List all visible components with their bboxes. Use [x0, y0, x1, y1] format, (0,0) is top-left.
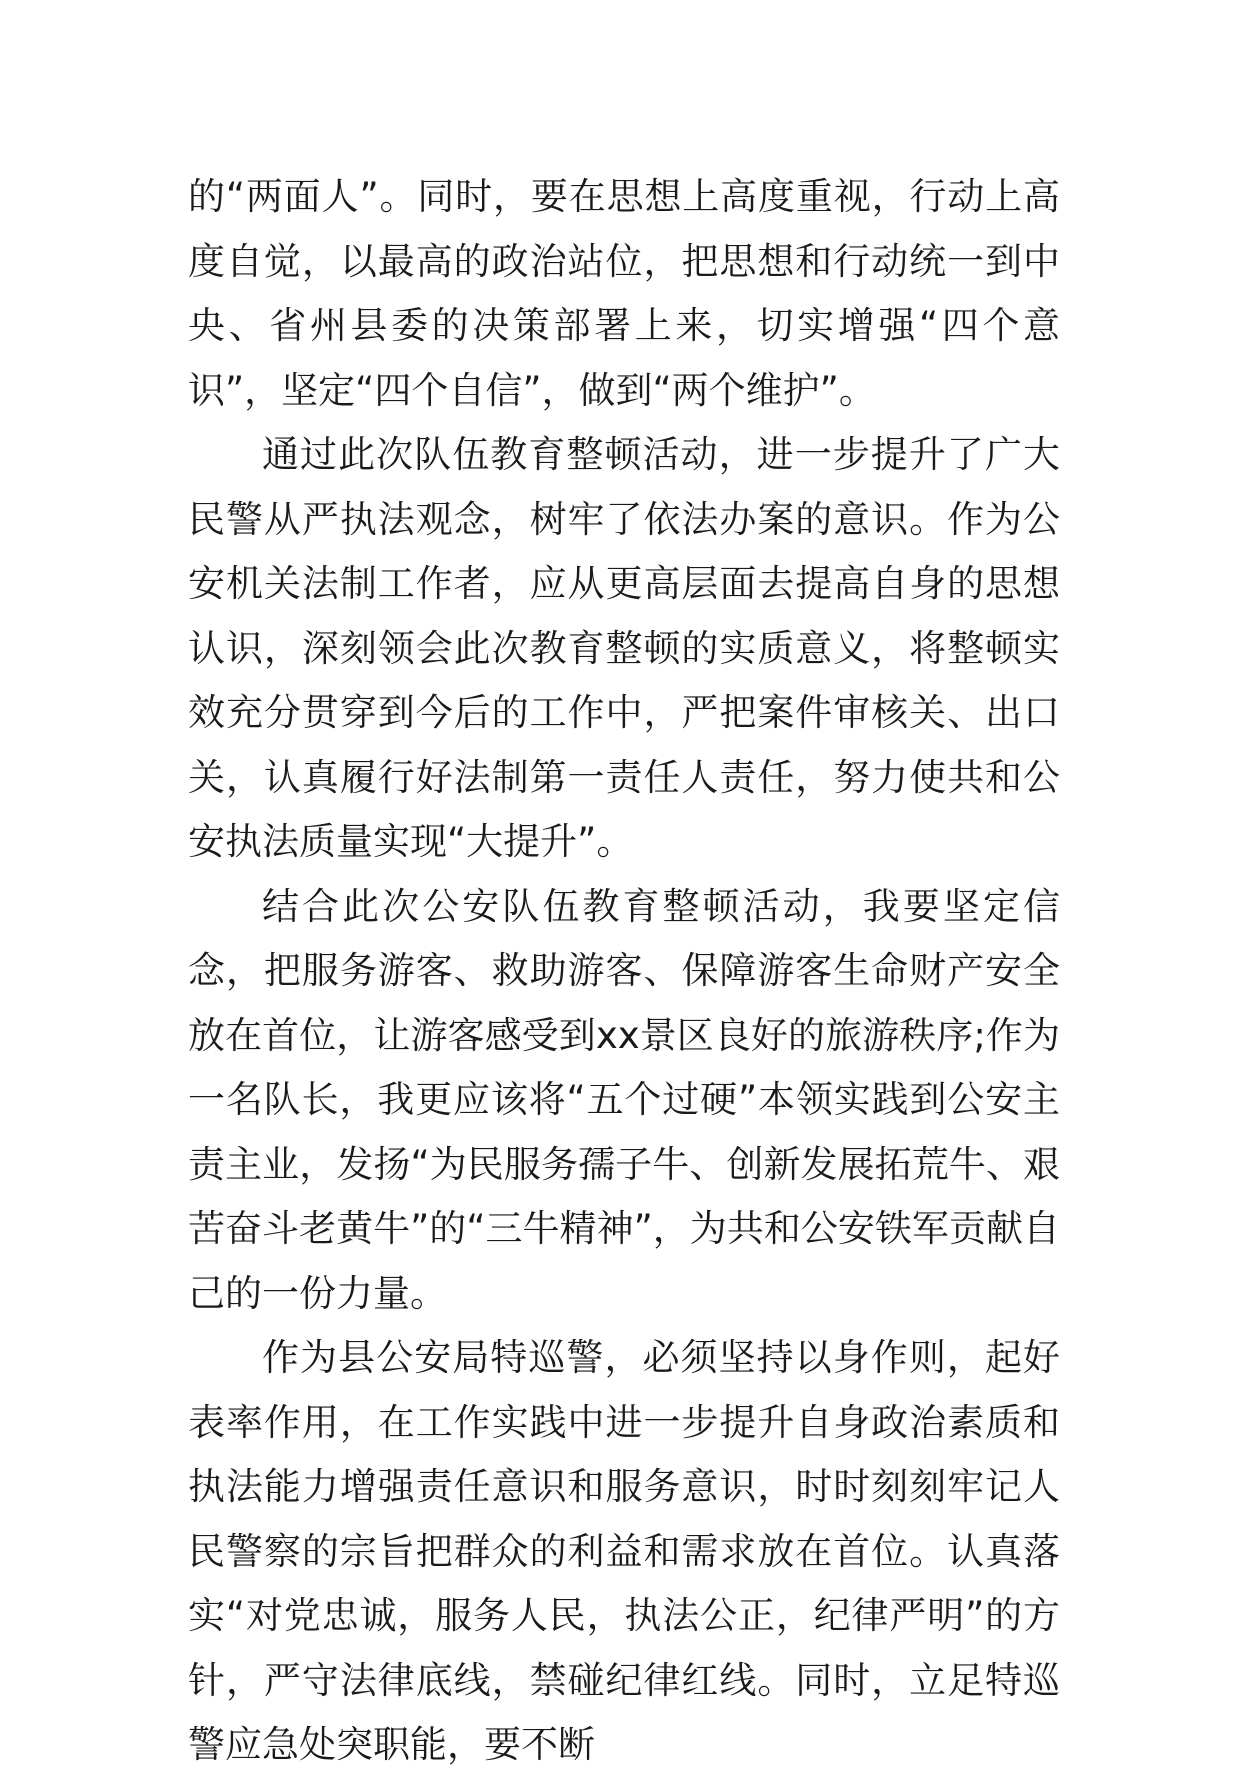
paragraph-3: 结合此次公安队伍教育整顿活动，我要坚定信念，把服务游客、救助游客、保障游客生命财产安全放在首位，让游客感受到xx景区良好的旅游秩序;作为一名队长，我更应该将“五个过硬”本领实践到公安主责主业，发扬“为民服务孺子牛、创新发展拓荒牛、艰苦奋斗老黄牛”的“三牛精神”，为共和公安铁军贡献自己的一份力量。: [188, 884, 1060, 1315]
document-page: [188, 165, 1060, 1778]
paragraph-2: 通过此次队伍教育整顿活动，进一步提升了广大民警从严执法观念，树牢了依法办案的意识。作为公安机关法制工作者，应从更高层面去提高自身的思想认识，深刻领会此次教育整顿的实质意义，将整顿实效充分贯穿到今后的工作中，严把案件审核关、出口关，认真履行好法制第一责任人责任，努力使共和公安执法质量实现“大提升”。: [188, 433, 1060, 863]
paragraph-4: 作为县公安局特巡警，必须坚持以身作则，起好表率作用，在工作实践中进一步提升自身政治素质和执法能力增强责任意识和服务意识，时时刻刻牢记人民警察的宗旨把群众的利益和需求放在首位。认真落实“对党忠诚，服务人民，执法公正，纪律严明”的方针，严守法律底线，禁碰纪律红线。同时，立足特巡警应急处突职能，要不断: [188, 1336, 1060, 1766]
paragraph-1: 的“两面人”。同时，要在思想上高度重视，行动上高度自觉，以最高的政治站位，把思想和行动统一到中央、省州县委的决策部署上来，切实增强“四个意识”，坚定“四个自信”，做到“两个维护”。: [188, 175, 1060, 412]
